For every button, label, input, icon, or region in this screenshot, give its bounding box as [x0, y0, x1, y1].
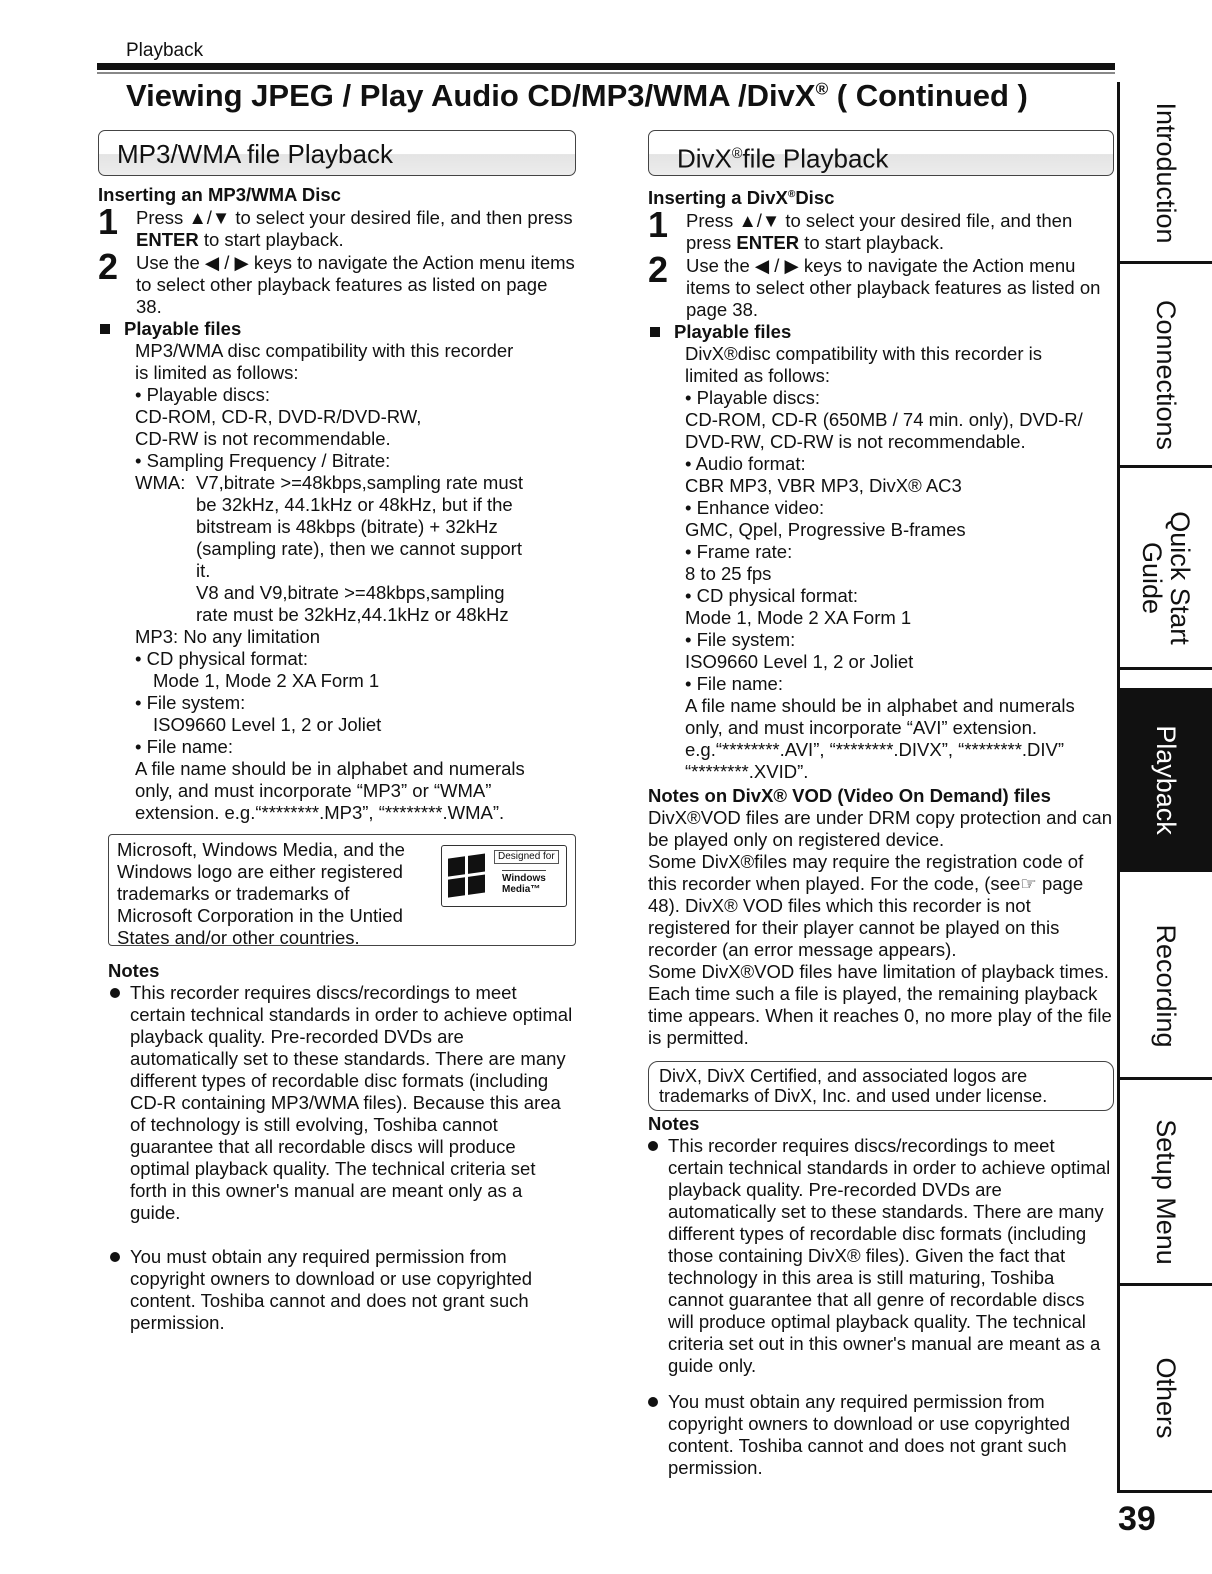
header-rule [97, 63, 1115, 70]
note-item: You must obtain any required permission from copyright owners to download or use copyrighted content. Toshiba cannot and does not grant such permission. [648, 1391, 1114, 1479]
inserting-divx-title: Inserting a DivX®Disc [648, 187, 835, 209]
tab-playback[interactable]: Playback [1120, 688, 1212, 872]
note-item: This recorder requires discs/recordings to meet certain technical standards in order to achieve optimal playback quality. Pre-recorded DVDs are automatically set to these standards. There are many different types of recordable disc formats (including those containing DivX® files). Given the fact that technology in this area is still maturing, Toshiba cannot guarantee that all genre of recordable discs will produce optimal playback quality. The technical criteria set out in this owner's manual are meant as a guide only. [648, 1135, 1114, 1377]
tab-setup-menu[interactable]: Setup Menu [1120, 1098, 1212, 1286]
note-item: This recorder requires discs/recordings to meet certain technical standards in order to achieve optimal playback quality. Pre-recorded DVDs are automatically set to these standards. There are many different types of recordable disc formats (including CD-R containing MP3/WMA files). Because this area of technology is still evolving, Toshiba cannot guarantee that all recordable discs will produce optimal playback quality. The technical criteria set forth in this owner's manual are meant only as a guide. [98, 982, 576, 1224]
microsoft-trademark-box: Microsoft, Windows Media, and the Windows logo are either registered trademarks or trademarks of Microsoft Corporation in the Untied States and/or other countries. Designed for Windows Media™ [108, 834, 576, 946]
step-text: Press ▲/▼ to select your desired file, and then press ENTER to start playback. [686, 210, 1073, 254]
vod-paragraph: DivX®VOD files are under DRM copy protection and can be played only on registered device. [648, 807, 1112, 851]
divx-compat-list: DivX®disc compatibility with this recorder is limited as follows: • Playable discs: CD-ROM, CD-R (650MB / 74 min. only), DVD-R/ DVD-RW, CD-RW is not recommendable. • Audio format: CBR MP3, VBR MP3, DivX® AC3 • Enhance video: GMC, Qpel, Progressive B-frames • Frame rate: 8 to 25 fps • CD physical format: Mode 1, Mode 2 XA Form 1 • File system: ISO9660 Level 1, 2 or Joliet • File name: A file name should be in alphabet and numerals only, and must incorporate “AVI” extension. e.g.“********.AVI”, “********.DIVX”, “********.DIV” “********.XVID”. [685, 343, 1083, 783]
windows-flag-icon [448, 853, 486, 898]
notes-heading: Notes [648, 1113, 700, 1135]
tab-introduction[interactable]: Introduction [1120, 82, 1212, 264]
playable-files-heading: Playable files [648, 321, 1114, 343]
bullet-dot-icon [648, 1141, 658, 1151]
left-right-arrow-icon: ◀ / ▶ [204, 252, 249, 273]
bullet-dot-icon [110, 988, 120, 998]
step-2 [98, 246, 576, 318]
page-number-rule [1117, 1490, 1212, 1493]
playable-files-heading: Playable files [98, 318, 576, 340]
page-reference-icon: ☞ [1020, 873, 1037, 895]
tab-recording[interactable]: Recording [1120, 892, 1212, 1080]
windows-media-logo: Designed for Windows Media™ [441, 845, 567, 907]
step-number: 2 [98, 246, 119, 287]
step-number: 1 [648, 204, 669, 246]
page-title: Viewing JPEG / Play Audio CD/MP3/WMA /DivX® ( Continued ) [126, 78, 1028, 113]
up-down-arrow-icon: ▲/▼ [188, 207, 231, 228]
vod-paragraph: Some DivX®VOD files have limitation of playback times. Each time such a file is played, the remaining playback time appears. When it reaches 0, no more play of the file is permitted. [648, 961, 1112, 1049]
note-item: You must obtain any required permission from copyright owners to download or use copyrighted content. Toshiba cannot and does not grant such permission. [98, 1246, 576, 1334]
format-list: • CD physical format: Mode 1, Mode 2 XA Form 1 • File system: ISO9660 Level 1, 2 or Joliet • File name: A file name should be in alphabet and numerals only, and must incorporate “MP3” or “WMA” extension. e.g.“********.MP3”, “********.WMA”. [135, 648, 525, 823]
step-number: 2 [648, 249, 669, 291]
section-header-divx: DivX®file Playback [648, 130, 1114, 176]
notes-heading: Notes [108, 960, 160, 981]
page-number: 39 [1118, 1500, 1156, 1538]
step-text: Press ▲/▼ to select your desired file, and then press ENTER to start playback. [136, 207, 573, 250]
vod-notes-heading: Notes on DivX® VOD (Video On Demand) files [648, 785, 1051, 807]
divx-trademark-box: DivX, DivX Certified, and associated logos are trademarks of DivX, Inc. and used under license. [648, 1061, 1114, 1111]
header-rule-thin [97, 72, 1115, 74]
step-text: Use the ◀ / ▶ keys to navigate the Action menu items to select other playback features as listed on page 38. [686, 255, 1101, 321]
tab-connections[interactable]: Connections [1120, 282, 1212, 468]
left-right-arrow-icon: ◀ / ▶ [754, 255, 799, 277]
bullet-dot-icon [648, 1397, 658, 1407]
up-down-arrow-icon: ▲/▼ [738, 210, 781, 232]
step-1 [648, 204, 1114, 254]
step-number: 1 [98, 201, 119, 242]
compat-text: MP3/WMA disc compatibility with this recorder is limited as follows: • Playable discs: CD-ROM, CD-R, DVD-R/DVD-RW, CD-RW is not recommendable. • Sampling Frequency / Bitrate: WMA: V7,bitrate >=48kbps,sampling rate must be 32kHz, 44.1kHz or 48kHz, but if the bitstream is 48kbps (bitrate) + 32kHz (sampling rate), then we cannot support it. V8 and V9,bitrate >=48kbps,sampling rate must be 32kHz,44.1kHz or 48kHz MP3: No any limitation [135, 340, 524, 647]
inserting-mp3-title: Inserting an MP3/WMA Disc [98, 184, 341, 205]
running-head: Playback [126, 40, 204, 61]
square-bullet-icon [650, 327, 660, 337]
tab-quick-start-guide[interactable]: Quick Start Guide [1120, 486, 1212, 670]
left-column [98, 130, 576, 1334]
vod-paragraph: Some DivX®files may require the registration code of this recorder when played. For the code, (see☞ page 48). DivX® VOD files which this recorder is not registered for their player cannot be played on this recorder (an error message appears). [648, 851, 1084, 961]
step-text: Use the ◀ / ▶ keys to navigate the Action menu items to select other playback features as listed on page 38. [136, 252, 575, 317]
square-bullet-icon [100, 324, 110, 334]
section-header-mp3-wma: MP3/WMA file Playback [98, 130, 576, 176]
step-1 [98, 201, 576, 251]
bullet-dot-icon [110, 1252, 120, 1262]
tab-others[interactable]: Others [1151, 1357, 1181, 1439]
right-column [648, 130, 1114, 1479]
step-2 [648, 249, 1114, 321]
